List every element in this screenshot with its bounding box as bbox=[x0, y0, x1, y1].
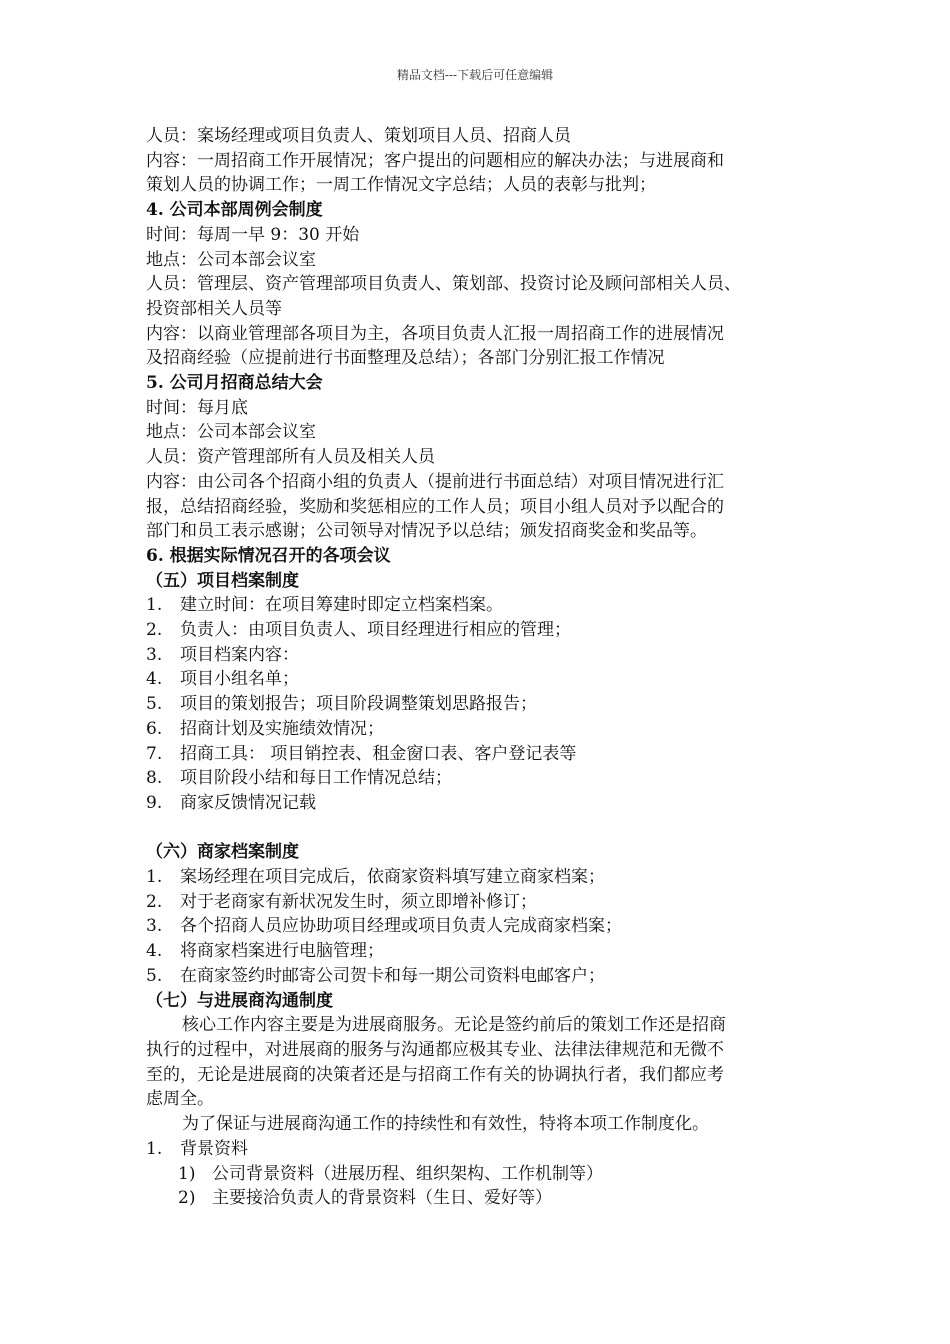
paragraph-line bbox=[146, 272, 826, 297]
paragraph-line bbox=[146, 1063, 826, 1088]
list-item bbox=[146, 618, 826, 643]
list-number: 2. bbox=[146, 620, 163, 641]
list-item bbox=[146, 692, 826, 717]
line-text: 报，总结招商经验，奖励和奖惩相应的工作人员；项目小组人员对予以配合的 bbox=[146, 496, 724, 517]
paragraph-line bbox=[146, 223, 826, 248]
list-item bbox=[146, 890, 826, 915]
line-text: 地点：公司本部会议室 bbox=[146, 422, 316, 443]
list-item bbox=[146, 1162, 826, 1187]
line-text: 策划人员的协调工作；一周工作情况文字总结；人员的表彰与批判； bbox=[146, 175, 656, 196]
list-item bbox=[146, 939, 826, 964]
line-text: 内容：一周招商工作开展情况；客户提出的问题相应的解决办法；与进展商和 bbox=[146, 150, 724, 171]
line-text: 核心工作内容主要是为进展商服务。无论是签约前后的策划工作还是招商 bbox=[182, 1015, 726, 1036]
paragraph-line bbox=[146, 420, 826, 445]
paragraph-line bbox=[146, 470, 826, 495]
line-text: 对于老商家有新状况发生时，须立即增补修订； bbox=[180, 891, 537, 912]
paragraph-line bbox=[146, 124, 826, 149]
section-heading bbox=[146, 989, 826, 1014]
section-heading bbox=[146, 371, 826, 396]
line-text: 4. 公司本部周例会制度 bbox=[146, 200, 323, 221]
line-text: 投资部相关人员等 bbox=[146, 298, 282, 319]
paragraph-line bbox=[146, 1038, 826, 1063]
section-heading bbox=[146, 840, 826, 865]
line-text: 建立时间：在项目筹建时即定立档案档案。 bbox=[180, 595, 503, 616]
line-text: （六）商家档案制度 bbox=[146, 842, 299, 863]
line-text: 至的，无论是进展商的决策者还是与招商工作有关的协调执行者，我们都应考 bbox=[146, 1064, 724, 1085]
list-number: 6. bbox=[146, 718, 163, 739]
list-item bbox=[146, 667, 826, 692]
list-number: 3. bbox=[146, 644, 163, 665]
list-number: 1. bbox=[146, 595, 163, 616]
list-number: 5. bbox=[146, 965, 163, 986]
list-item bbox=[146, 593, 826, 618]
line-text: 虑周全。 bbox=[146, 1089, 214, 1110]
line-text: 案场经理在项目完成后，依商家资料填写建立商家档案； bbox=[180, 867, 605, 888]
list-number: 7. bbox=[146, 743, 163, 764]
line-text: 内容：以商业管理部各项目为主，各项目负责人汇报一周招商工作的进展情况 bbox=[146, 323, 724, 344]
paragraph-line bbox=[146, 1013, 826, 1038]
list-item bbox=[146, 717, 826, 742]
list-number: 9. bbox=[146, 792, 163, 813]
list-item bbox=[146, 964, 826, 989]
paragraph-line bbox=[146, 346, 826, 371]
paragraph-line bbox=[146, 519, 826, 544]
sublist-number: 1) bbox=[178, 1163, 196, 1184]
section-heading bbox=[146, 569, 826, 594]
line-text: 背景资料 bbox=[180, 1138, 248, 1159]
list-number: 3. bbox=[146, 916, 163, 937]
paragraph-line bbox=[146, 297, 826, 322]
line-text: （七）与进展商沟通制度 bbox=[146, 990, 333, 1011]
line-text: （五）项目档案制度 bbox=[146, 570, 299, 591]
line-text: 主要接洽负责人的背景资料（生日、爱好等） bbox=[212, 1188, 552, 1209]
list-number: 1. bbox=[146, 867, 163, 888]
line-text: 内容：由公司各个招商小组的负责人（提前进行书面总结）对项目情况进行汇 bbox=[146, 471, 724, 492]
list-number: 4. bbox=[146, 669, 163, 690]
paragraph-line bbox=[146, 322, 826, 347]
line-text: 及招商经验（应提前进行书面整理及总结）；各部门分别汇报工作情况 bbox=[146, 348, 665, 369]
blank-line bbox=[146, 816, 826, 841]
paragraph-line bbox=[146, 248, 826, 273]
list-item bbox=[146, 865, 826, 890]
line-text: 为了保证与进展商沟通工作的持续性和有效性，特将本项工作制度化。 bbox=[182, 1114, 709, 1135]
line-text: 5. 公司月招商总结大会 bbox=[146, 373, 323, 394]
list-item bbox=[146, 914, 826, 939]
section-heading bbox=[146, 198, 826, 223]
line-text: 6. 根据实际情况召开的各项会议 bbox=[146, 545, 391, 566]
line-text: 招商计划及实施绩效情况； bbox=[180, 718, 384, 739]
line-text: 负责人：由项目负责人、项目经理进行相应的管理； bbox=[180, 620, 571, 641]
line-text: 执行的过程中，对进展商的服务与沟通都应极其专业、法律法律规范和无微不 bbox=[146, 1040, 724, 1060]
list-number: 5. bbox=[146, 694, 163, 715]
line-text: 人员：案场经理或项目负责人、策划项目人员、招商人员 bbox=[146, 126, 571, 146]
sublist-number: 2) bbox=[178, 1188, 196, 1209]
paragraph-line bbox=[146, 445, 826, 470]
list-number: 2. bbox=[146, 891, 163, 912]
line-text: 商家反馈情况记载 bbox=[180, 792, 316, 813]
line-text: 项目小组名单； bbox=[180, 669, 299, 690]
list-item bbox=[146, 791, 826, 816]
line-text: 项目的策划报告；项目阶段调整策划思路报告； bbox=[180, 694, 537, 715]
section-heading bbox=[146, 544, 826, 569]
line-text: 人员：资产管理部所有人员及相关人员 bbox=[146, 447, 435, 468]
paragraph-line bbox=[146, 1112, 826, 1137]
line-text: 项目阶段小结和每日工作情况总结； bbox=[180, 768, 452, 789]
line-text: 将商家档案进行电脑管理； bbox=[180, 941, 384, 962]
line-text: 项目档案内容： bbox=[180, 644, 299, 665]
line-text: 公司背景资料（进展历程、组织架构、工作机制等） bbox=[212, 1163, 603, 1184]
document-body bbox=[146, 124, 826, 1211]
list-number: 1. bbox=[146, 1138, 163, 1159]
list-item bbox=[146, 742, 826, 767]
line-text: 各个招商人员应协助项目经理或项目负责人完成商家档案； bbox=[180, 916, 622, 937]
line-text: 招商工具： 项目销控表、租金窗口表、客户登记表等 bbox=[180, 743, 577, 764]
list-number: 4. bbox=[146, 941, 163, 962]
line-text: 时间：每月底 bbox=[146, 397, 248, 418]
paragraph-line bbox=[146, 173, 826, 198]
list-item bbox=[146, 1137, 826, 1162]
list-number: 8. bbox=[146, 768, 163, 789]
line-text: 人员：管理层、资产管理部项目负责人、策划部、投资讨论及顾问部相关人员、 bbox=[146, 274, 741, 295]
paragraph-line bbox=[146, 1087, 826, 1112]
paragraph-line bbox=[146, 149, 826, 174]
paragraph-line bbox=[146, 495, 826, 520]
list-item bbox=[146, 1186, 826, 1211]
list-item bbox=[146, 766, 826, 791]
page-header: 精品文档---下载后可任意编辑 bbox=[396, 68, 554, 82]
line-text: 地点：公司本部会议室 bbox=[146, 249, 316, 270]
list-item bbox=[146, 643, 826, 668]
paragraph-line bbox=[146, 396, 826, 421]
line-text: 时间：每周一早 9：30 开始 bbox=[146, 224, 360, 245]
line-text: 在商家签约时邮寄公司贺卡和每一期公司资料电邮客户； bbox=[180, 965, 605, 986]
line-text: 部门和员工表示感谢；公司领导对情况予以总结；颁发招商奖金和奖品等。 bbox=[146, 521, 707, 542]
